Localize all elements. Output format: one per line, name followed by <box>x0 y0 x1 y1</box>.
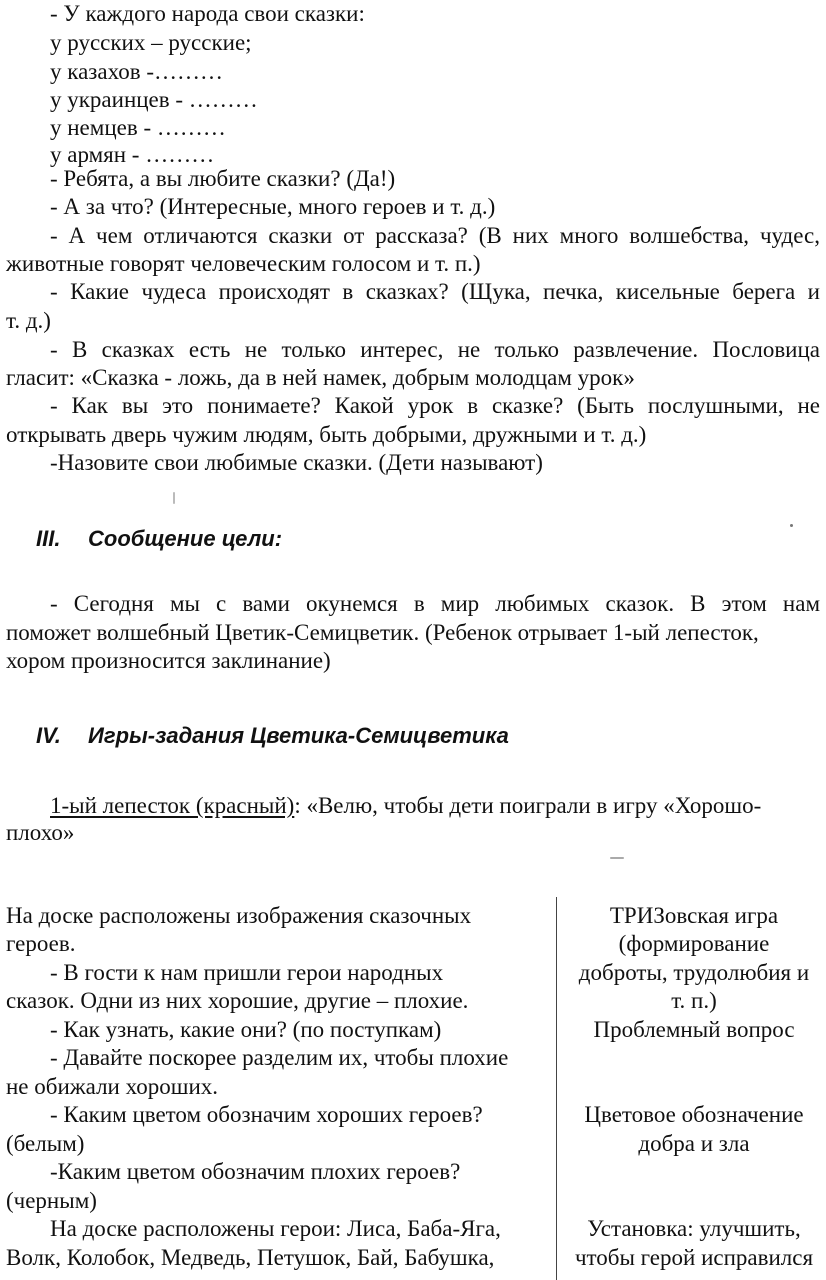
intro-line: у русских – русские; <box>50 30 252 55</box>
table-right-line: Установка: улучшить, <box>587 1216 801 1241</box>
intro-line: - Ребята, а вы любите сказки? (Да!) <box>50 166 396 191</box>
intro-line: у немцев - ……… <box>50 115 226 140</box>
intro-line: открывать дверь чужим людям, быть добрыми, дружными и т. д.) <box>6 422 647 447</box>
petal-line-cont: плохо» <box>6 820 75 845</box>
table-right-line: Цветовое обозначение <box>584 1102 804 1127</box>
table-left-line: - Как узнать, какие они? (по поступкам) <box>50 1017 442 1042</box>
petal-line <box>50 792 761 819</box>
petal-text: : «Велю, чтобы дети поиграли в игру «Хорошо- <box>294 793 762 818</box>
table-left-line: - Каким цветом обозначим хороших героев? <box>50 1102 483 1127</box>
petal-label: 1-ый лепесток (красный) <box>50 793 295 818</box>
table-right-line: ТРИЗовская игра <box>609 903 779 928</box>
table-left-line: На доске расположены герои: Лиса, Баба-Яга, <box>50 1216 501 1241</box>
table-left-line: На доске расположены изображения сказочных <box>6 903 472 928</box>
intro-line: - В сказках есть не только интерес, не только развлечение. Пословица <box>50 337 820 362</box>
intro-line: гласит: «Сказка - ложь, да в ней намек, добрым молодцам урок» <box>6 365 635 390</box>
section-heading <box>36 525 282 553</box>
table-right-line: Проблемный вопрос <box>593 1017 795 1042</box>
table-left-line: Волк, Колобок, Медведь, Петушок, Бай, Бабушка, <box>6 1245 495 1270</box>
intro-line: - Как вы это понимаете? Какой урок в сказке? (Быть послушными, не <box>50 393 820 418</box>
intro-line: у армян - ……… <box>50 142 215 167</box>
table-left-line: героев. <box>6 931 76 956</box>
intro-line: животные говорят человеческим голосом и т. п.) <box>6 251 481 276</box>
table-right-line: т. п.) <box>671 988 717 1013</box>
section-line: - Сегодня мы с вами окунемся в мир любимых сказок. В этом нам <box>50 591 820 616</box>
scan-speck <box>790 524 793 527</box>
column-divider <box>556 897 557 1280</box>
scan-speck <box>610 857 624 859</box>
scan-speck <box>173 492 175 504</box>
table-left-line: (белым) <box>6 1131 85 1156</box>
intro-line: - У каждого народа свои сказки: <box>50 1 365 26</box>
table-left-line: -Каким цветом обозначим плохих героев? <box>50 1159 461 1184</box>
section-number: III. <box>36 526 61 551</box>
table-left-line: (черным) <box>6 1188 97 1213</box>
section-heading <box>36 722 509 750</box>
table-right-line: доброты, трудолюбия и <box>578 960 810 985</box>
intro-line: - А чем отличаются сказки от рассказа? (В них много волшебства, чудес, <box>50 223 820 248</box>
table-left-line: не обижали хороших. <box>6 1074 219 1099</box>
section-title: Игры-задания Цветика-Семицветика <box>88 723 509 748</box>
intro-line: у украинцев - ……… <box>50 87 258 112</box>
intro-line: у казахов -……… <box>50 59 223 84</box>
intro-line: - Какие чудеса происходят в сказках? (Щука, печка, кисельные берега и <box>50 279 820 304</box>
section-line: поможет волшебный Цветик-Семицветик. (Ребенок отрывает 1-ый лепесток, <box>6 620 759 645</box>
section-title: Сообщение цели: <box>88 526 283 551</box>
table-left-line: сказок. Одни из них хорошие, другие – плохие. <box>6 988 469 1013</box>
table-left-line: - Давайте поскорее разделим их, чтобы плохие <box>50 1045 509 1070</box>
section-number: IV. <box>36 723 61 748</box>
section-line: хором произносится заклинание) <box>6 648 331 673</box>
intro-line: -Назовите свои любимые сказки. (Дети называют) <box>50 450 543 475</box>
table-left-line: - В гости к нам пришли герои народных <box>50 960 444 985</box>
table-right-line: добра и зла <box>638 1131 750 1156</box>
table-right-line: чтобы герой исправился <box>574 1245 814 1270</box>
intro-line: - А за что? (Интересные, много героев и т. д.) <box>50 194 496 219</box>
intro-line: т. д.) <box>6 308 51 333</box>
table-right-line: (формирование <box>618 931 770 956</box>
